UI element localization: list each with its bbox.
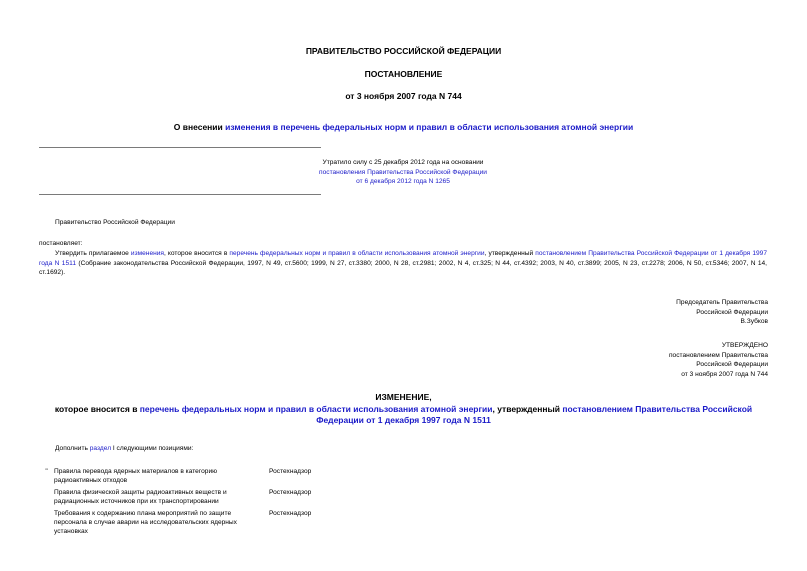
change-sub-a: которое вносится в [54, 404, 140, 414]
p1-text-c: , утвержденный [484, 250, 536, 257]
document-date-number: от 3 ноября 2007 года N 744 [345, 91, 462, 101]
p1-text-d: (Собрание законодательства Российской Федерации, 1997, N 49, ст.5600; 1999, N 27, ст.3380; 2000, N 28, ст.2981; 2002, N 4, ст.325; N 44, ст.4392; 2003, N 40, ст.3899; 2005, N 23, ст.2278; 2006, N 50, ст.5346; 2007, N 14, ст.1692). [39, 259, 767, 277]
row-agency: Ростехнадзор [269, 489, 312, 496]
status-link-date[interactable]: от 6 декабря 2012 года N 1265 [356, 178, 450, 186]
row-name-l3: установках [54, 528, 88, 536]
link-resolution-1511[interactable]: постановлением Правительства Российской Федерации от 1 декабря 1997 года N 1511 [39, 250, 767, 267]
row-name [54, 467, 269, 488]
signature-country: Российской Федерации [696, 308, 768, 316]
row-name [54, 488, 269, 509]
row-mark: " [45, 468, 48, 475]
row-name [54, 509, 269, 537]
link-change[interactable]: изменения [130, 250, 165, 257]
status-note [283, 158, 523, 187]
link-norms-list[interactable]: перечень федеральных норм и правил в области использования атомной энергии [229, 250, 485, 257]
link-section[interactable]: раздел [89, 445, 112, 452]
row-name-l1: Правила физической защиты радиоактивных веществ и [54, 489, 227, 496]
p1-text-a: Утвердить прилагаемое [55, 250, 131, 257]
change-link-resolution[interactable]: постановлением Правительства Российской [562, 404, 753, 414]
approved-block [669, 341, 768, 379]
approved-country: Российской Федерации [696, 361, 768, 369]
p1-text-b: , которое вносится в [164, 250, 230, 257]
supplement-text-a: Дополнить [55, 445, 90, 452]
title-prefix: О внесении [173, 122, 226, 132]
approved-by: постановлением Правительства [668, 351, 768, 359]
row-mark [39, 509, 54, 537]
approved-label: УТВЕРЖДЕНО [721, 342, 768, 349]
change-sub-b: , утвержденный [492, 404, 563, 414]
supplement-line [55, 444, 193, 454]
row-name-l2: радиоактивных отходов [54, 477, 128, 485]
resolution-paragraph [39, 249, 767, 278]
divider-top [39, 147, 321, 148]
document-type: ПОСТАНОВЛЕНИЕ [364, 69, 443, 79]
signature-position: Председатель Правительства [676, 299, 768, 306]
approved-date: от 3 ноября 2007 года N 744 [681, 370, 768, 378]
table-row [39, 488, 379, 509]
row-mark [39, 488, 54, 509]
status-line: Утратило силу с 25 декабря 2012 года на основании [322, 159, 484, 166]
issuer: Правительство Российской Федерации [55, 219, 175, 226]
row-name-l1: Требования к содержанию плана мероприятий по защите [54, 510, 232, 517]
divider-bottom [39, 194, 321, 195]
row-name-l2: персонала в случае аварии на исследовательских ядерных [54, 519, 237, 527]
signature-block [676, 298, 768, 327]
change-subheading [30, 404, 777, 426]
change-link-norms[interactable]: перечень федеральных норм и правил в области использования атомной энергии [139, 404, 493, 414]
signature-name: В.Зубков [740, 318, 768, 326]
positions-table [39, 467, 379, 537]
row-agency: Ростехнадзор [269, 468, 312, 475]
title-link[interactable]: изменения в перечень федеральных норм и правил в области использования атомной энергии [225, 122, 634, 132]
table-row [39, 467, 379, 488]
government-name: ПРАВИТЕЛЬСТВО РОССИЙСКОЙ ФЕДЕРАЦИИ [305, 46, 502, 56]
supplement-text-b: I следующими позициями: [111, 445, 194, 452]
change-heading: ИЗМЕНЕНИЕ, [375, 392, 432, 402]
row-name-l2: радиационных источников при их транспортировании [54, 498, 219, 506]
status-link-resolution[interactable]: постановления Правительства Российской Федерации [319, 168, 487, 176]
change-link-resolution-date[interactable]: Федерации от 1 декабря 1997 года N 1511 [316, 415, 491, 425]
table-row [39, 509, 379, 537]
resolves: постановляет: [39, 240, 83, 247]
document-title [0, 122, 807, 132]
row-name-l1: Правила перевода ядерных материалов в категорию [54, 468, 218, 475]
row-agency: Ростехнадзор [269, 510, 312, 517]
